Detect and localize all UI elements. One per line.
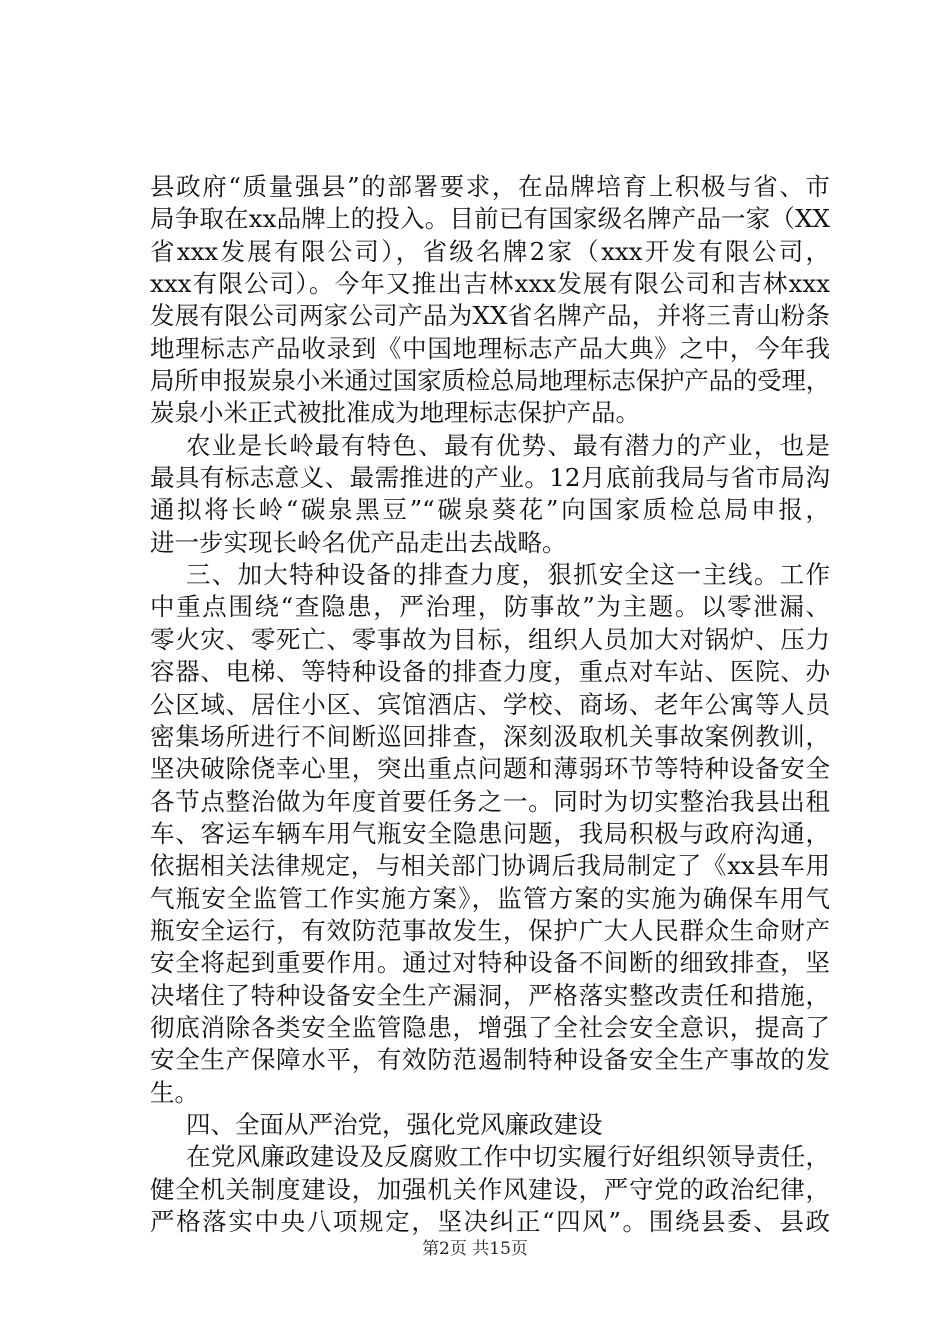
section-heading: 四、全面从严治党，强化党风廉政建设 — [186, 1109, 603, 1139]
text-line: 省xxx发展有限公司），省级名牌2家（xxx开发有限公司， — [150, 236, 830, 266]
text-line: 局争取在xx品牌上的投入。目前已有国家级名牌产品一家（XX — [150, 204, 830, 234]
text-line: 安全生产保障水平，有效防范遏制特种设备安全生产事故的发 — [150, 1045, 830, 1075]
text-line: 坚决破除侥幸心里，突出重点问题和薄弱环节等特种设备安全 — [150, 754, 830, 784]
text-line: 车、客运车辆车用气瓶安全隐患问题，我局积极与政府沟通， — [150, 818, 830, 848]
text-line: 决堵住了特种设备安全生产漏洞，严格落实整改责任和措施， — [150, 980, 830, 1010]
text-line: 容器、电梯、等特种设备的排查力度，重点对车站、医院、办 — [150, 657, 830, 687]
text-line: 安全将起到重要作用。通过对特种设备不间断的细致排查，坚 — [150, 948, 830, 978]
text-line: 彻底消除各类安全监管隐患，增强了全社会安全意识，提高了 — [150, 1012, 830, 1042]
text-line: 密集场所进行不间断巡回排查，深刻汲取机关事故案例教训， — [150, 721, 830, 751]
text-line: 气瓶安全监管工作实施方案》，监管方案的实施为确保车用气 — [150, 883, 830, 913]
paragraph-first-line: 在党风廉政建设及反腐败工作中切实履行好组织领导责任， — [186, 1142, 830, 1172]
text-line: 局所申报炭泉小米通过国家质检总局地理标志保护产品的受理， — [150, 366, 830, 396]
text-line: 中重点围绕“查隐患，严治理，防事故”为主题。以零泄漏、 — [150, 592, 830, 622]
text-line: 严格落实中央八项规定，坚决纠正“四风”。围绕县委、县政 — [150, 1207, 830, 1236]
section-heading-line: 三、加大特种设备的排查力度，狠抓安全这一主线。工作 — [186, 560, 830, 590]
text-line: 瓶安全运行，有效防范事故发生，保护广大人民群众生命财产 — [150, 915, 830, 945]
text-line: 炭泉小米正式被批准成为地理标志保护产品。 — [150, 398, 640, 428]
text-line: 最具有标志意义、最需推进的产业。12月底前我局与省市局沟 — [150, 463, 830, 493]
text-line: 健全机关制度建设，加强机关作风建设，严守党的政治纪律， — [150, 1174, 830, 1204]
text-line: 生。 — [150, 1077, 199, 1107]
paragraph-first-line: 农业是长岭最有特色、最有优势、最有潜力的产业，也是 — [186, 430, 830, 460]
text-line: 零火灾、零死亡、零事故为目标，组织人员加大对锅炉、压力 — [150, 624, 830, 654]
text-line: 地理标志产品收录到《中国地理标志产品大典》之中，今年我 — [150, 333, 830, 363]
text-line: 发展有限公司两家公司产品为XX省名牌产品，并将三青山粉条 — [150, 301, 830, 331]
text-line: 依据相关法律规定，与相关部门协调后我局制定了《xx县车用 — [150, 851, 830, 881]
page-number-footer: 第2页 共15页 — [422, 1239, 528, 1259]
text-line: 各节点整治做为年度首要任务之一。同时为切实整治我县出租 — [150, 786, 830, 816]
text-line: 通拟将长岭“碳泉黑豆”“碳泉葵花”向国家质检总局申报， — [150, 495, 830, 525]
document-body — [150, 171, 830, 1238]
text-line: 公区域、居住小区、宾馆酒店、学校、商场、老年公寓等人员 — [150, 689, 830, 719]
text-line: 进一步实现长岭名优产品走出去战略。 — [150, 527, 567, 557]
text-line: xxx有限公司）。今年又推出吉林xxx发展有限公司和吉林xxx — [150, 269, 830, 299]
text-line: 县政府“质量强县”的部署要求，在品牌培育上积极与省、市 — [150, 172, 830, 201]
